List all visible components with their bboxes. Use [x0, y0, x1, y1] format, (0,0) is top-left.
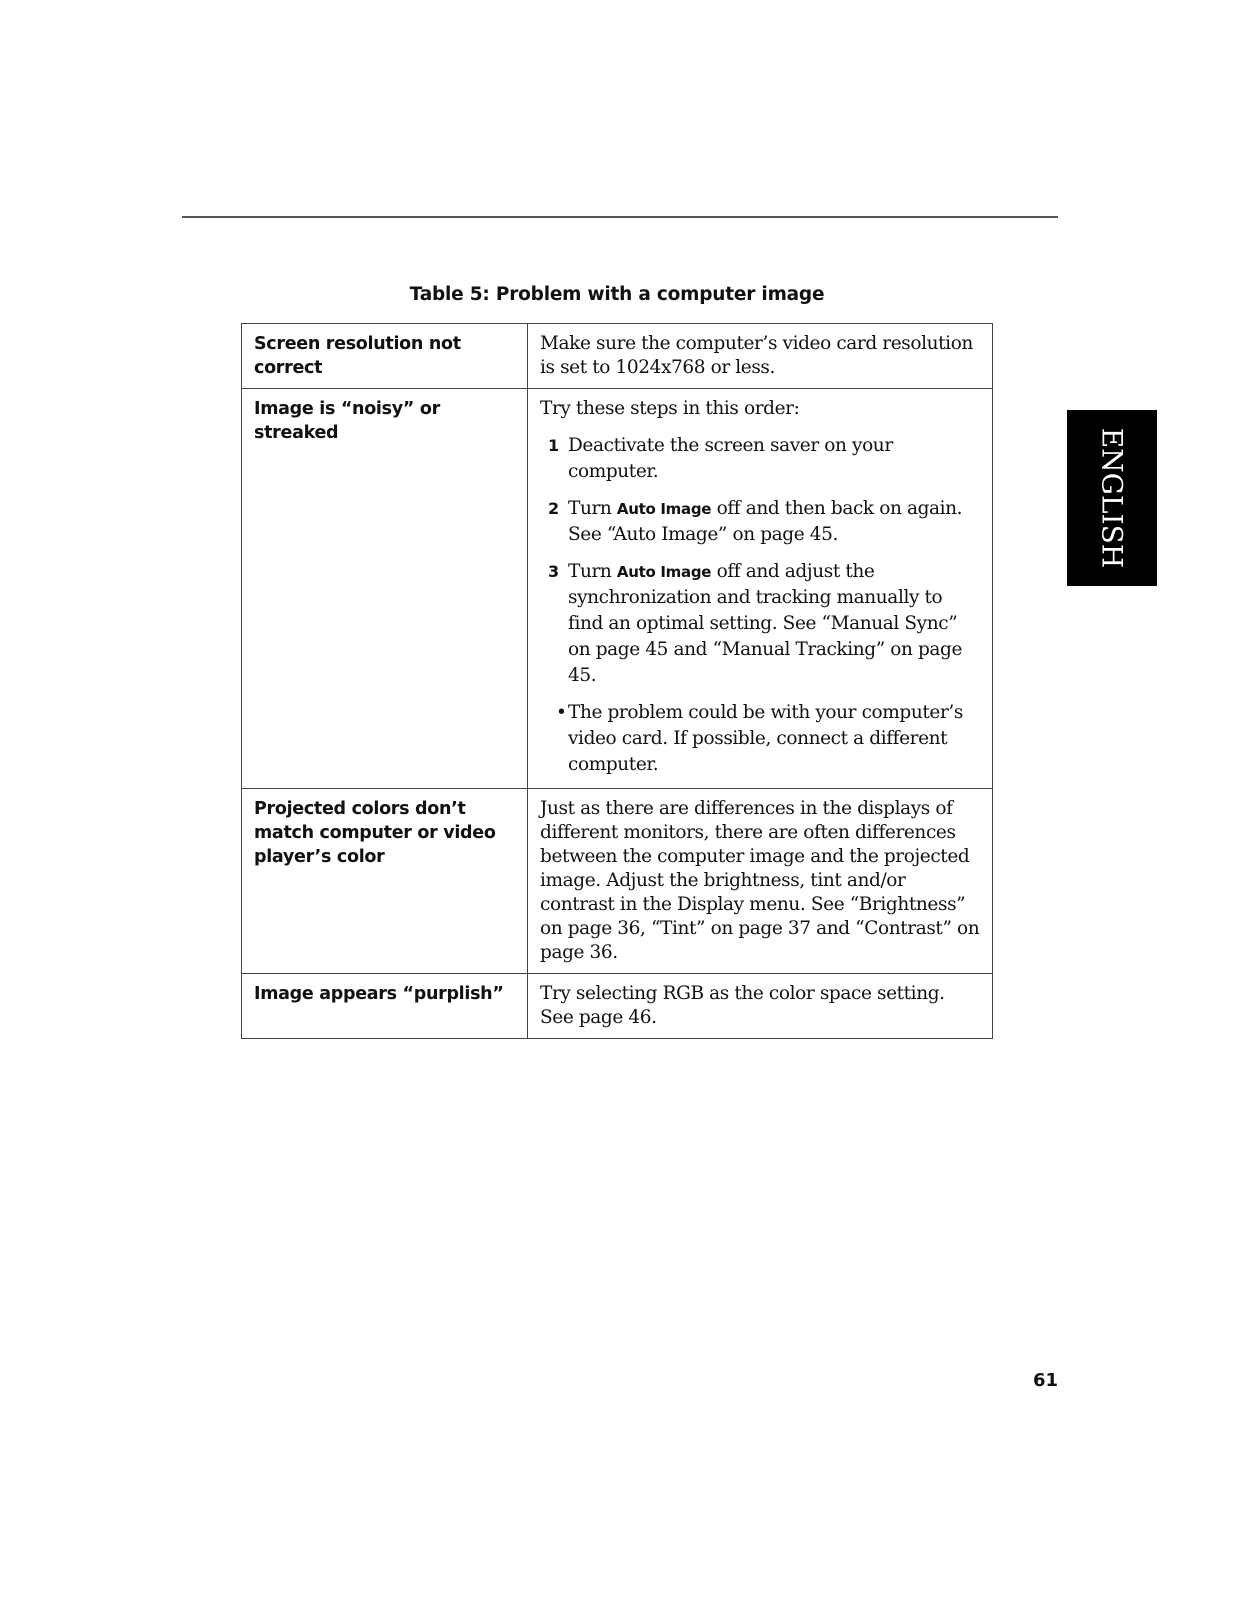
step-text-before: Turn	[568, 561, 617, 582]
problem-cell: Image is “noisy” or streaked	[242, 389, 528, 789]
header-rule	[182, 216, 1058, 218]
language-tab	[1067, 410, 1157, 586]
step-item	[540, 559, 980, 689]
solution-cell	[528, 789, 993, 974]
steps-list	[540, 433, 980, 689]
bullet-note	[540, 700, 980, 778]
step-number: 2	[548, 499, 559, 518]
ui-term: Auto Image	[616, 563, 712, 581]
step-number: 3	[548, 562, 559, 581]
table-row	[242, 324, 993, 389]
step-item	[540, 496, 980, 548]
solution-text: Try selecting RGB as the color space setting. See page 46.	[540, 983, 945, 1028]
solution-cell	[528, 389, 993, 789]
problem-cell: Projected colors don’t match computer or video player’s color	[242, 789, 528, 974]
table-row	[242, 974, 993, 1039]
step-number: 1	[548, 436, 559, 455]
bullet-icon: •	[556, 702, 567, 723]
table-row	[242, 389, 993, 789]
page-number: 61	[1032, 1370, 1058, 1391]
language-tab-label: ENGLISH	[1095, 427, 1129, 569]
bullet-text: The problem could be with your computer’s video card. If possible, connect a different computer.	[568, 702, 963, 775]
problem-cell: Image appears “purplish”	[242, 974, 528, 1039]
ui-term: Auto Image	[616, 500, 712, 518]
table-caption: Table 5: Problem with a computer image	[409, 284, 825, 305]
step-text-after: off and then back on again. See “Auto Image” on page 45.	[568, 498, 963, 545]
problem-cell: Screen resolution not correct	[242, 324, 528, 389]
solution-text: Just as there are differences in the displays of different monitors, there are often differences between the computer image and the projected image. Adjust the brightness, tint and/or contrast in the Display menu. See “Brightness” on page 36, “Tint” on page 37 and “Contrast” on page 36.	[540, 798, 980, 963]
step-text-after: off and adjust the synchronization and tracking manually to find an optimal setting. See “Manual Sync” on page 45 and “Manual Tracking” on page 45.	[568, 561, 963, 686]
step-item	[540, 433, 980, 485]
solution-text: Make sure the computer’s video card resolution is set to 1024x768 or less.	[540, 333, 973, 378]
step-text-before: Turn	[568, 498, 617, 519]
solution-intro: Try these steps in this order:	[540, 398, 800, 419]
table-row	[242, 789, 993, 974]
solution-cell	[528, 974, 993, 1039]
step-text: Deactivate the screen saver on your computer.	[568, 435, 893, 482]
troubleshooting-table	[241, 323, 993, 1039]
solution-cell	[528, 324, 993, 389]
